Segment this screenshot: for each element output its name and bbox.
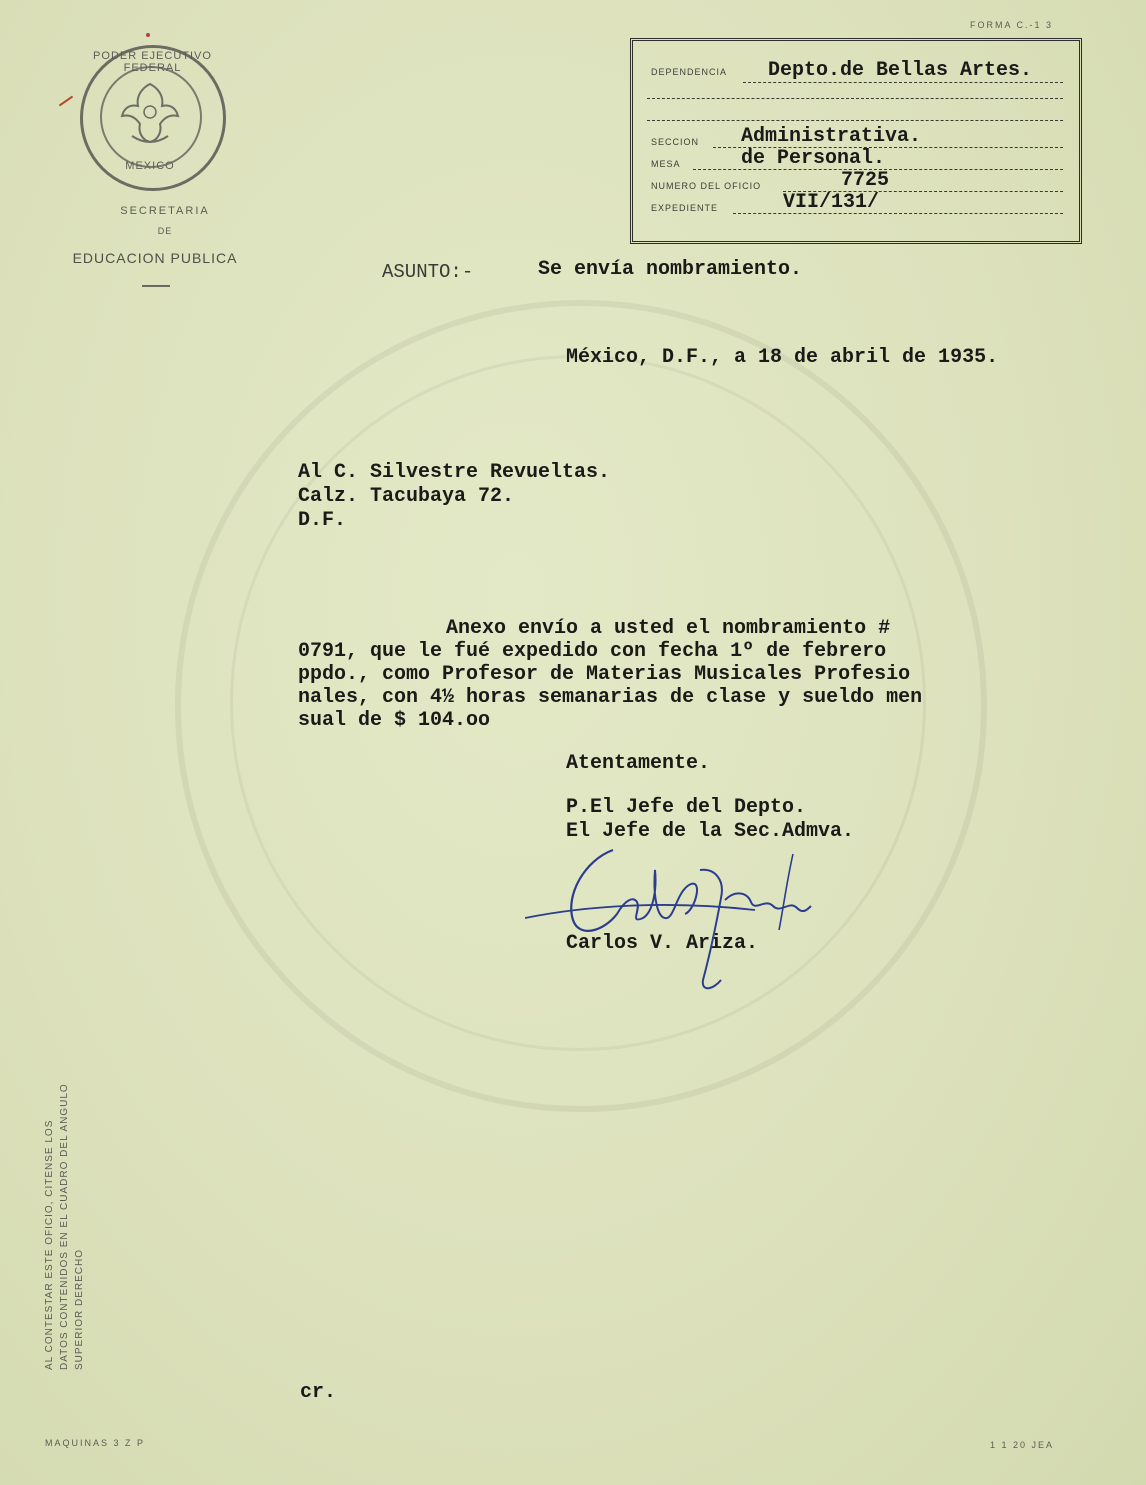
seccion-value: Administrativa. (741, 125, 922, 148)
oficio-value: 7725 (841, 169, 890, 192)
mesa-label: MESA (651, 159, 681, 169)
date-line: México, D.F., a 18 de abril de 1935. (566, 346, 999, 369)
body-line-1: Anexo envío a usted el nombramiento # (446, 617, 891, 640)
body-line-3: ppdo., como Profesor de Materias Musicales Profesio (298, 663, 911, 686)
seccion-label: SECCION (651, 137, 700, 147)
reference-box (630, 38, 1082, 244)
dependencia-value: Depto.de Bellas Artes. (768, 59, 1033, 82)
typist-initials: cr. (300, 1381, 337, 1404)
blank-line-2 (647, 120, 1063, 121)
letterhead-de: DE (157, 226, 173, 236)
side-note-line-2: DATOS CONTENIDOS EN EL CUADRO DEL ANGULO (59, 1083, 70, 1370)
form-number: FORMA C.-1 3 (970, 20, 1054, 30)
closing-atentamente: Atentamente. (566, 752, 711, 775)
closing-line-2: El Jefe de la Sec.Admva. (566, 820, 855, 843)
blank-line-1 (647, 98, 1063, 99)
side-note-line-1: AL CONTESTAR ESTE OFICIO, CITENSE LOS (44, 1119, 55, 1370)
letterhead-underline (142, 285, 170, 287)
signer-name: Carlos V. Ariza. (566, 932, 759, 955)
expediente-label: EXPEDIENTE (651, 203, 719, 213)
body-line-4: nales, con 4½ horas semanarias de clase y sueldo men (298, 686, 923, 709)
footer-print-code-right: 1 1 20 JEA (990, 1440, 1055, 1450)
expediente-value: VII/131/ (783, 191, 880, 214)
letterhead-educacion-publica: EDUCACION PUBLICA (72, 250, 238, 266)
eagle-emblem-icon (114, 78, 186, 148)
side-note (42, 1040, 87, 1370)
letterhead-secretaria: SECRETARIA (120, 205, 210, 217)
recipient-city: D.F. (298, 509, 347, 532)
seal-bottom-text: MEXICO (125, 160, 175, 172)
oficio-label: NUMERO DEL OFICIO (651, 181, 762, 191)
recipient-street: Calz. Tacubaya 72. (298, 485, 515, 508)
dependencia-label: DEPENDENCIA (651, 67, 728, 77)
asunto-label: ASUNTO:- (382, 261, 474, 283)
dependencia-line (743, 82, 1063, 83)
body-line-5: sual de $ 104.oo (298, 709, 491, 732)
recipient-name: Al C. Silvestre Revueltas. (298, 461, 611, 484)
side-note-line-3: SUPERIOR DERECHO (74, 1248, 85, 1370)
handwritten-signature (525, 840, 825, 1000)
footer-print-code-left: MAQUINAS 3 Z P (45, 1438, 146, 1448)
asunto-value: Se envía nombramiento. (538, 258, 803, 281)
seal-top-text: PODER EJECUTIVO FEDERAL (93, 50, 212, 74)
red-ink-dot (146, 33, 150, 37)
red-ink-mark (59, 96, 73, 107)
closing-line-1: P.El Jefe del Depto. (566, 796, 807, 819)
mesa-value: de Personal. (741, 147, 886, 170)
body-line-2: 0791, que le fué expedido con fecha 1º de febrero (298, 640, 887, 663)
